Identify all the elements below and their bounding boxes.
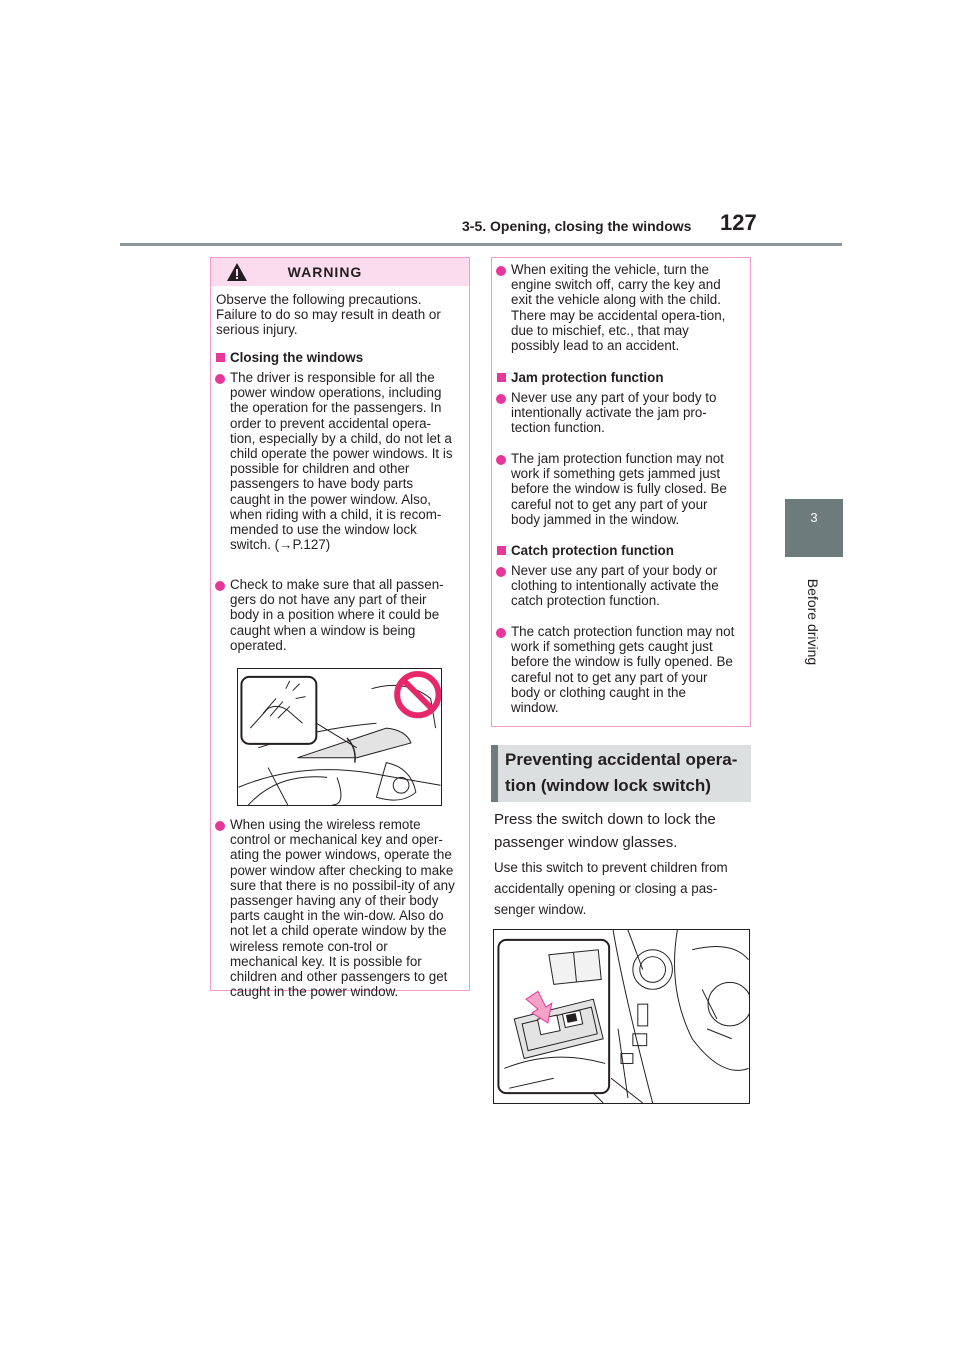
note-text: Use this switch to prevent children from accidentally opening or closing a pas-senger window. (494, 860, 728, 917)
chapter-tab (785, 499, 843, 557)
bullet-dot-icon (496, 266, 506, 276)
chapter-label: Before driving (805, 578, 821, 666)
window-lock-switch-illustration (493, 929, 750, 1104)
warning-intro: Observe the following precautions. Failure to do so may result in death or serious injury. (216, 292, 441, 338)
bullet-text: The jam protection function may not work if something gets jammed just before the window is fully closed. Be careful not to get any part of your body jammed in the window. (511, 451, 727, 527)
warning-title: WARNING (287, 264, 363, 280)
page-number: 127 (720, 210, 757, 235)
chapter-number: 3 (810, 510, 818, 525)
section-heading (505, 747, 750, 799)
bullet-text: The driver is responsible for all the power window operations, including the operation for the passengers. In order to prevent accidental opera-tion, especially by a child, do not let a child operate the power windows. It is possible for children and other passengers to have body parts caught in the power window. Also, when riding with a child, it is recom-mended to use the window lock switch. (→P.127) (230, 370, 453, 553)
header-rule (120, 243, 842, 246)
section-heading-line: tion (window lock switch) (505, 776, 711, 795)
bullet-dot-icon (496, 628, 506, 638)
section-heading-bar (491, 745, 498, 802)
subheading-closing: Closing the windows (230, 350, 364, 365)
chapter-label-container (803, 567, 823, 677)
bullet-text: Never use any part of your body to intentionally activate the jam pro-tection function. (511, 390, 717, 436)
warning-triangle-icon (226, 262, 248, 282)
square-bullet-icon (497, 546, 506, 555)
bullet-dot-icon (215, 374, 225, 384)
section-title: 3-5. Opening, closing the windows (462, 218, 692, 234)
bullet-dot-icon (215, 581, 225, 591)
section-heading-line: Preventing accidental opera- (505, 750, 738, 769)
bullet-text: When exiting the vehicle, turn the engine switch off, carry the key and exit the vehicle along with the child. There may be accidental opera-tion, due to mischief, etc., that may possibly lead to an accident. (511, 262, 726, 354)
square-bullet-icon (497, 373, 506, 382)
subheading-jam: Jam protection function (511, 370, 664, 385)
instruction-text: Press the switch down to lock the passenger window glasses. (494, 811, 716, 851)
square-bullet-icon (216, 353, 225, 362)
bullet-text: The catch protection function may not work if something gets caught just before the window is fully opened. Be careful not to get any part of your body or clothing caught in the window. (511, 624, 735, 716)
bullet-dot-icon (496, 567, 506, 577)
bullet-dot-icon (496, 455, 506, 465)
bullet-dot-icon (215, 821, 225, 831)
bullet-dot-icon (496, 394, 506, 404)
bullet-text: Never use any part of your body or clothing to intentionally activate the catch protection function. (511, 563, 719, 609)
subheading-catch: Catch protection function (511, 543, 674, 558)
bullet-text: When using the wireless remote control or mechanical key and oper-ating the power windows, operate the power window after checking to make sure that there is no possibil-ity of any passenger having any of their body parts caught in the win-dow. Also do not let a child operate window by the wireless remote con-trol or mechanical key. It is possible for children and other passengers to get caught in the power window. (230, 817, 455, 1000)
bullet-text: Check to make sure that all passen-gers do not have any part of their body in a position where it could be caught when a window is being operated. (230, 577, 444, 653)
window-caught-illustration (237, 668, 442, 806)
